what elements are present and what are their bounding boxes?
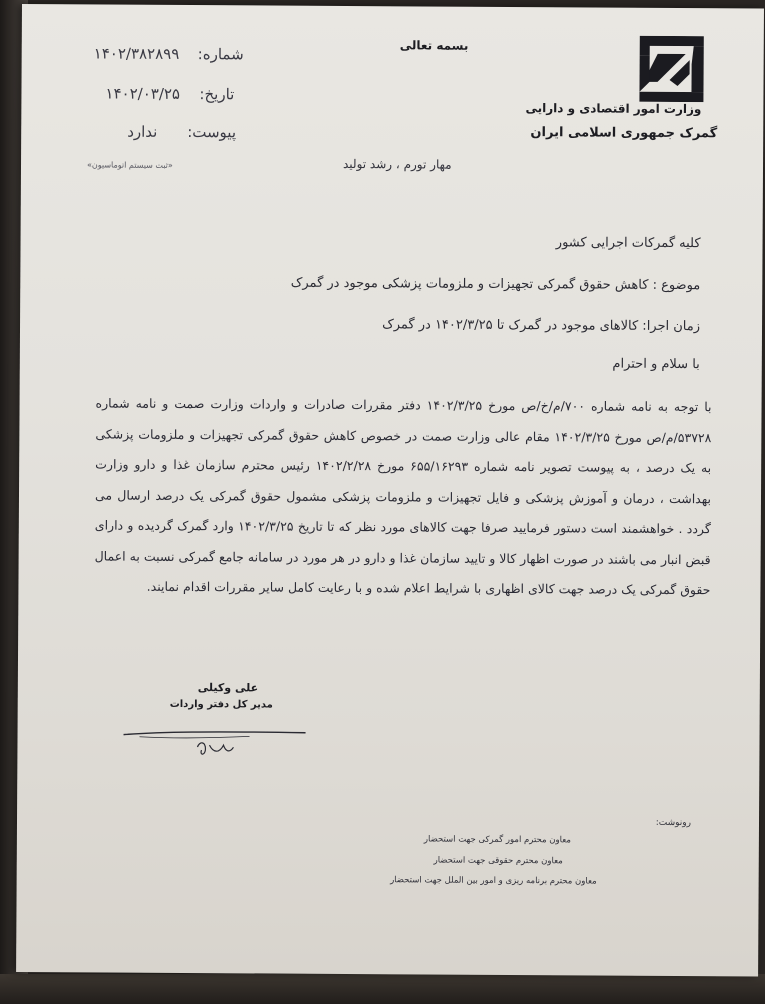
background-bottom-edge — [0, 974, 765, 1004]
attachment-label: پیوست: — [187, 123, 237, 142]
automation-stamp-note: «ثبت سیستم اتوماسیون» — [86, 160, 173, 170]
letter-recipient: کلیه گمرکات اجرایی کشور — [555, 235, 701, 252]
year-motto: مهار تورم ، رشد تولید — [342, 156, 452, 172]
cc-title: رونوشت: — [655, 817, 692, 829]
date-value: ۱۴۰۲/۰۳/۲۵ — [105, 84, 181, 103]
letter-subject: موضوع : کاهش حقوق گمرکی تجهیزات و ملزومات پزشکی موجود در گمرک — [290, 275, 701, 294]
attachment-value: ندارد — [127, 122, 158, 141]
number-label: شماره: — [197, 45, 244, 64]
execution-time: زمان اجرا: کالاهای موجود در گمرک تا ۱۴۰۲/۳/۲۵ در گمرک — [382, 317, 701, 335]
date-label: تاریخ: — [199, 85, 235, 104]
ministry-name: وزارت امور اقتصادی و دارایی — [525, 101, 702, 117]
organization-name: گمرک جمهوری اسلامی ایران — [530, 125, 718, 142]
number-value: ۱۴۰۲/۳۸۲۸۹۹ — [93, 44, 180, 63]
cc-item: معاون محترم امور گمرکی جهت استحضار — [423, 834, 571, 846]
signatory-title: مدیر کل دفتر واردات — [169, 698, 273, 711]
letter-body: با توجه به نامه شماره ۷۰۰/م/خ/ص مورخ ۱۴۰۲/۳/۲۵ دفتر مقررات صادرات و واردات وزارت صمت و نامه شماره ۵۳۷۲۸/م/ص مورخ ۱۴۰۲/۳/۲۵ مقام عالی وزارت صمت در خصوص کاهش حقوق گمرکی تجهیزات و ملزومات پزشکی به یک درصد ، به پیوست تصویر نامه شماره ۶۵۵/۱۶۲۹۳ مورخ ۱۴۰۲/۲/۲۸ رئیس محترم سازمان غذا و دارو وزارت بهداشت ، درمان و آموزش پزشکی و فایل تجهیزات و ملزومات پزشکی مشمول حقوق گمرکی یک درصد ارسال می گردد . خواهشمند است دستور فرمایید صرفا جهت کالاهای مورد نظر که تا تاریخ ۱۴۰۲/۳/۲۵ وارد گمرک گردیده و دارای قبض انبار می باشند در صورت اظهار کالا و تایید سازمان غذا و دارو در هر مورد در سامانه جامع گمرکی نسبت به اعمال حقوق گمرکی یک درصد جهت کالای اظهاری با شرایط اعلام شده و با رعایت کامل سایر مقررات اقدام نمایند. — [94, 395, 712, 598]
bismillah-heading: بسمه تعالی — [399, 38, 469, 53]
signature-mark — [119, 723, 309, 764]
cc-item: معاون محترم برنامه ریزی و امور بین الملل جهت استحضار — [390, 875, 597, 887]
letter-paper — [16, 4, 764, 977]
letter-greeting: با سلام و احترام — [612, 356, 700, 373]
customs-logo-icon — [633, 36, 709, 102]
signatory-name: علی وکیلی — [197, 681, 259, 695]
cc-item: معاون محترم حقوقی جهت استحضار — [433, 855, 563, 867]
